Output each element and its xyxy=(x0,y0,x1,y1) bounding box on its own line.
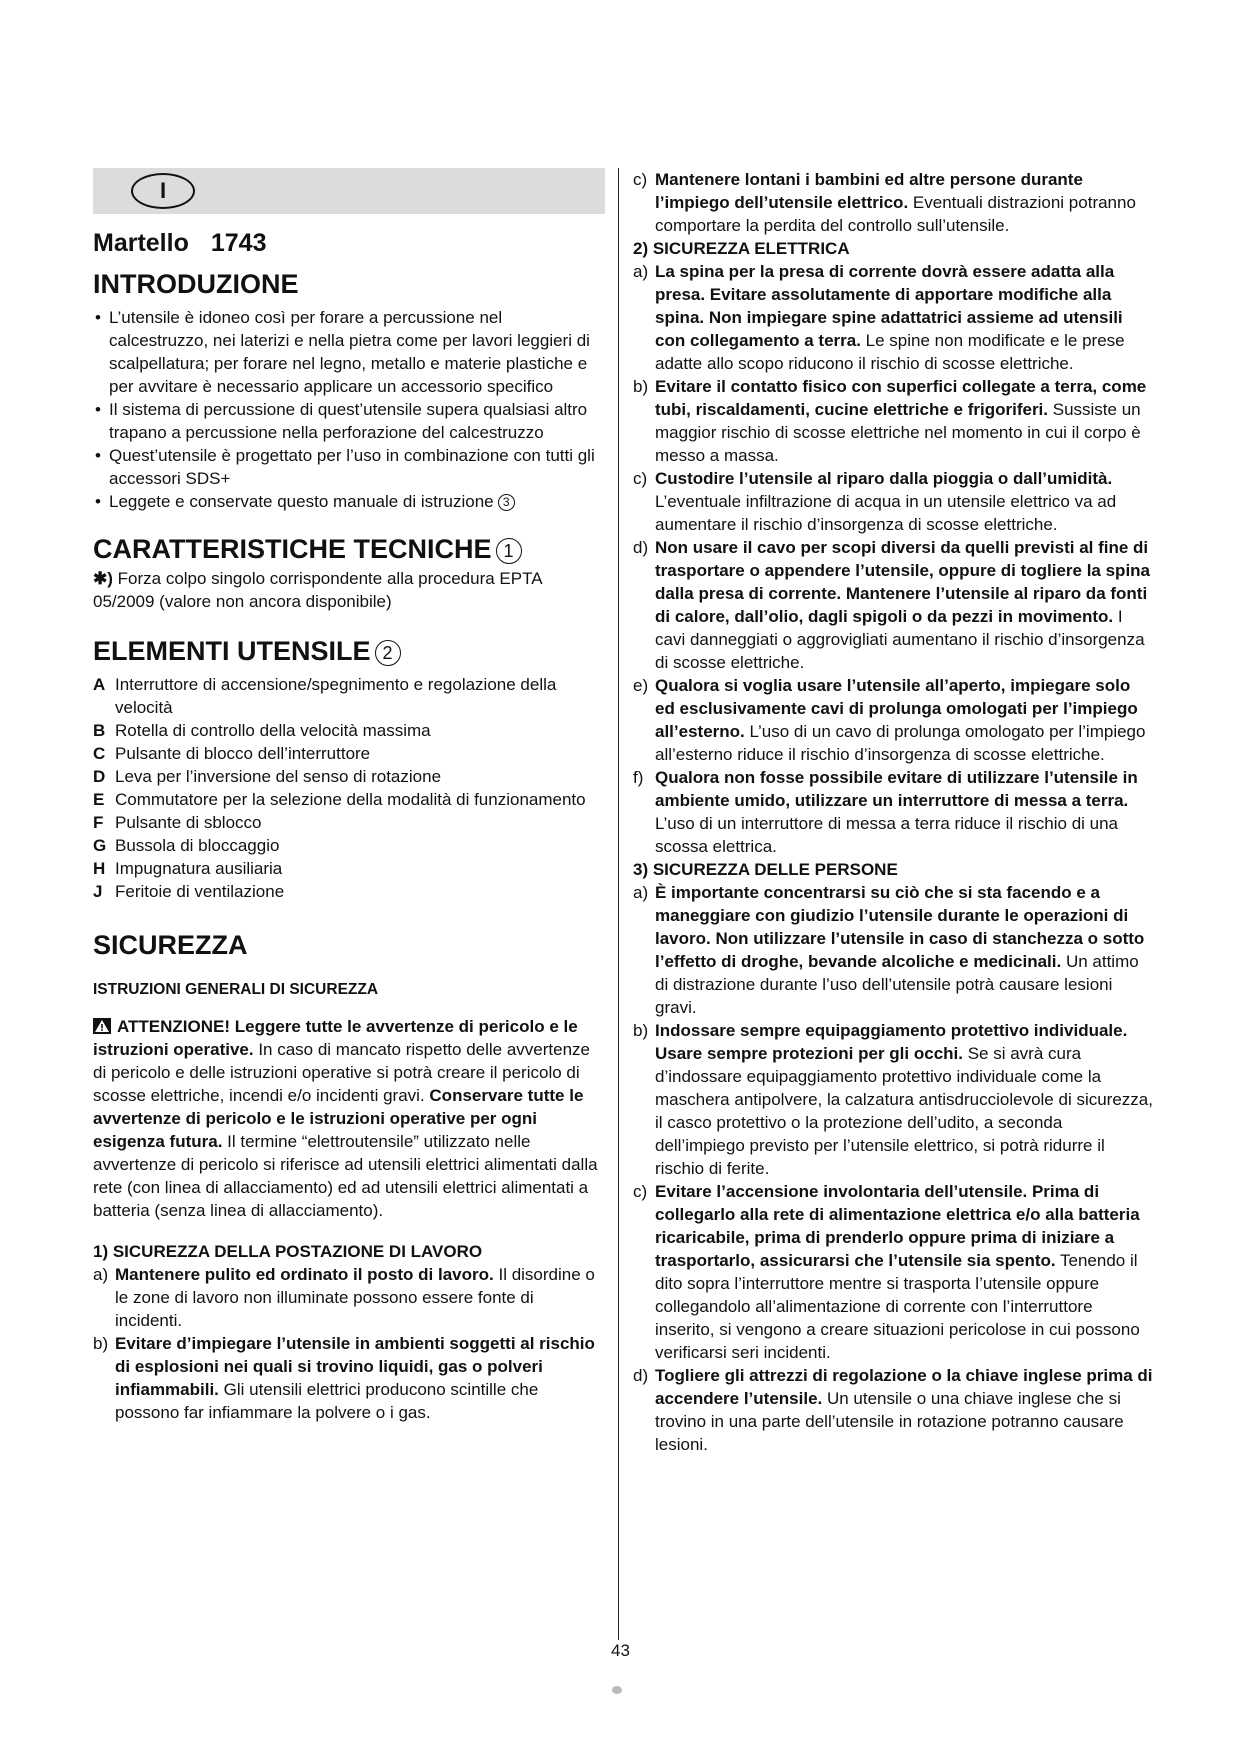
warning-bold-2: Conservare tutte le avvertenze di pericolo e le istruzioni operative per ogni esigenza futura. xyxy=(93,1086,584,1151)
item-text xyxy=(655,467,1153,536)
item-detail: Sussiste un maggior rischio di scosse elettriche nel momento in cui il corpo è messo a massa. xyxy=(655,400,1141,465)
part-key: B xyxy=(93,721,106,740)
intro-bullet-text: Leggete e conservate questo manuale di istruzione xyxy=(109,492,494,511)
general-warning xyxy=(93,1015,605,1222)
item-detail: Un utensile o una chiave inglese che si trovino in una parte dell’utensile in rotazione potranno causare lesioni. xyxy=(655,1389,1124,1454)
safety-item xyxy=(93,1332,605,1424)
figure-ref-3: 3 xyxy=(498,494,515,511)
item-detail: L’eventuale infiltrazione di acqua in un utensile elettrico va ad aumentare il rischio d’insorgenza di scosse elettriche. xyxy=(655,492,1117,534)
page-number: 43 xyxy=(611,1641,630,1660)
section-3-items xyxy=(633,881,1153,1456)
item-marker: a) xyxy=(633,883,649,902)
item-detail: Le spine non modificate e le prese adatte allo scopo riducono il rischio di scosse elettriche. xyxy=(655,331,1125,373)
column-divider xyxy=(618,168,619,1640)
specs-note xyxy=(93,567,605,613)
warning-text-1: In caso di mancato rispetto delle avvertenze di pericolo e delle istruzioni operative si potrà creare il pericolo di scosse elettriche, incendi e/o incidenti gravi. xyxy=(93,1040,590,1105)
section-2-items xyxy=(633,260,1153,858)
part-label: Interruttore di accensione/spegnimento e regolazione della velocità xyxy=(115,675,557,717)
item-text xyxy=(655,1180,1153,1364)
item-text xyxy=(655,536,1153,674)
intro-bullet: • L’utensile è idoneo così per forare a percussione nel calcestruzzo, nei laterizi e nella pietra come per lavori leggieri di scalpellatura; per forare nel legno, metallo e materie plastiche e per avvitare è necessario applicare un accessorio specifico xyxy=(93,306,605,398)
item-detail: I cavi danneggiati o aggrovigliati aumentano il rischio d’insorgenza di scosse elettriche. xyxy=(655,607,1145,672)
item-bold: Mantenere lontani i bambini ed altre persone durante l’impiego dell’utensile elettrico. xyxy=(655,170,1083,212)
safety-item xyxy=(633,881,1153,1019)
part-item xyxy=(93,880,605,903)
part-label: Feritoie di ventilazione xyxy=(115,882,285,901)
figure-ref-2: 2 xyxy=(375,640,401,666)
part-label: Rotella di controllo della velocità massima xyxy=(115,721,431,740)
part-label: Pulsante di blocco dell’interruttore xyxy=(115,744,371,763)
safety-item xyxy=(633,766,1153,858)
item-marker: d) xyxy=(633,538,649,557)
item-bold: Evitare l’accensione involontaria dell’utensile. Prima di collegarlo alla rete di alimentazione elettrica e/o alla batteria ricaricabile, prima di prenderlo oppure prima di iniziare a trasportarlo, assicurarsi che l’utensile sia spento. xyxy=(655,1182,1140,1270)
safety-item xyxy=(93,1263,605,1332)
item-text xyxy=(115,1332,605,1424)
part-item xyxy=(93,742,605,765)
scan-speck xyxy=(612,1686,622,1694)
safety-item xyxy=(633,536,1153,674)
part-label: Leva per l’inversione del senso di rotazione xyxy=(115,767,442,786)
specs-heading-text: CARATTERISTICHE TECNICHE xyxy=(93,534,492,564)
product-title xyxy=(93,226,605,260)
part-label: Pulsante di sblocco xyxy=(115,813,262,832)
item-text xyxy=(655,1364,1153,1456)
item-bold: Qualora non fosse possibile evitare di utilizzare l’utensile in ambiente umido, utilizzare un interruttore di messa a terra. xyxy=(655,768,1138,810)
section-1-items xyxy=(93,1263,605,1424)
product-model: 1743 xyxy=(210,229,267,257)
figure-ref-1: 1 xyxy=(496,538,522,564)
part-label: Bussola di bloccaggio xyxy=(115,836,280,855)
safety-item xyxy=(633,467,1153,536)
item-bold: Evitare d’impiegare l’utensile in ambienti soggetti al rischio di esplosioni nei quali si trovino liquidi, gas o polveri infiammabili. xyxy=(115,1334,595,1399)
part-item xyxy=(93,834,605,857)
product-name: Martello xyxy=(93,229,189,257)
section-1-title: 1) SICUREZZA DELLA POSTAZIONE DI LAVORO xyxy=(93,1242,483,1261)
section-1-items-continued xyxy=(633,168,1153,237)
warning-icon xyxy=(93,1018,111,1034)
item-detail: Un attimo di distrazione durante l’uso dell’utensile potrà causare lesioni gravi. xyxy=(655,952,1139,1017)
item-marker: c) xyxy=(633,1182,648,1201)
item-marker: c) xyxy=(633,170,648,189)
intro-heading: INTRODUZIONE xyxy=(93,269,299,299)
item-text xyxy=(655,168,1153,237)
star-marker: ✱) xyxy=(93,569,113,588)
parts-list xyxy=(93,673,605,903)
intro-bullet xyxy=(93,490,605,513)
safety-item xyxy=(633,260,1153,375)
part-key: D xyxy=(93,767,106,786)
part-item xyxy=(93,673,605,719)
safety-heading: SICUREZZA xyxy=(93,930,248,960)
specs-note-text: Forza colpo singolo corrispondente alla procedura EPTA 05/2009 (valore non ancora disponibile) xyxy=(93,569,542,611)
item-detail: L’uso di un cavo di prolunga omologato per l’impiego all’esterno riduce il rischio d’insorgenza di scosse elettriche. xyxy=(655,722,1146,764)
item-marker: f) xyxy=(633,768,644,787)
part-key: F xyxy=(93,813,104,832)
item-text xyxy=(655,375,1153,467)
intro-list xyxy=(93,306,605,513)
item-bold: Qualora si voglia usare l’utensile all’aperto, impiegare solo ed esclusivamente cavi di prolunga omologati per l’impiego all’esterno. xyxy=(655,676,1138,741)
section-3-title: 3) SICUREZZA DELLE PERSONE xyxy=(633,860,898,879)
item-text xyxy=(655,766,1153,858)
specs-heading xyxy=(93,531,605,567)
item-text xyxy=(655,260,1153,375)
safety-item xyxy=(633,1019,1153,1180)
item-detail: L’uso di un interruttore di messa a terra riduce il rischio di una scossa elettrica. xyxy=(655,814,1119,856)
safety-item xyxy=(633,168,1153,237)
item-bold: Non usare il cavo per scopi diversi da quelli previsti al fine di trasportare o appendere l’utensile, oppure di togliere la spina dalla presa di corrente. Mantenere l’utensile al riparo da fonti di calore, dall’olio, dagli spigoli o da pezzi in movimento. xyxy=(655,538,1151,626)
item-marker: b) xyxy=(633,1021,649,1040)
part-key: J xyxy=(93,882,103,901)
item-marker: e) xyxy=(633,676,649,695)
part-key: H xyxy=(93,859,106,878)
part-label: Impugnatura ausiliaria xyxy=(115,859,283,878)
safety-subheading: ISTRUZIONI GENERALI DI SICUREZZA xyxy=(93,981,379,998)
part-label: Commutatore per la selezione della modalità di funzionamento xyxy=(115,790,586,809)
item-marker: b) xyxy=(633,377,649,396)
intro-bullet: • Il sistema di percussione di quest’utensile supera qualsiasi altro trapano a percussione nella perforazione del calcestruzzo xyxy=(93,398,605,444)
language-bar xyxy=(93,168,605,214)
elements-heading xyxy=(93,633,605,669)
item-marker: a) xyxy=(93,1265,109,1284)
item-text xyxy=(655,881,1153,1019)
item-bold: Indossare sempre equipaggiamento protettivo individuale. Usare sempre protezioni per gli occhi. xyxy=(655,1021,1128,1063)
item-detail: Tenendo il dito sopra l’interruttore mentre si trasporta l’utensile oppure collegandolo all’alimentazione di corrente con l’interruttore inserito, si vengono a creare situazioni pericolose in cui possono verificarsi seri incidenti. xyxy=(655,1251,1140,1362)
safety-item xyxy=(633,1364,1153,1456)
item-text xyxy=(115,1263,605,1332)
item-marker: d) xyxy=(633,1366,649,1385)
item-marker: c) xyxy=(633,469,648,488)
warning-bold-1: ATTENZIONE! Leggere tutte le avvertenze di pericolo e le istruzioni operative. xyxy=(93,1017,578,1059)
section-2-title: 2) SICUREZZA ELETTRICA xyxy=(633,239,850,258)
item-bold: Evitare il contatto fisico con superfici collegate a terra, come tubi, riscaldamenti, cucine elettriche e frigoriferi. xyxy=(655,377,1147,419)
item-detail: Se si avrà cura d’indossare equipaggiamento protettivo individuale come la maschera antipolvere, la calzatura antisdrucciolevole di sicurezza, il casco protettivo o la protezione dell’udito, a seconda dell’impiego previsto per l’utensile elettrico, si potrà ridurre il rischio di ferite. xyxy=(655,1044,1153,1178)
part-item xyxy=(93,811,605,834)
item-text xyxy=(655,674,1153,766)
item-bold: La spina per la presa di corrente dovrà essere adatta alla presa. Evitare assolutamente di apportare modifiche alla spina. Non impiegare spine adattatrici assieme ad utensili con collegamento a terra. xyxy=(655,262,1123,350)
item-bold: Custodire l’utensile al riparo dalla pioggia o dall’umidità. xyxy=(655,469,1113,488)
part-item xyxy=(93,788,605,811)
left-column xyxy=(93,168,605,1424)
item-detail: Eventuali distrazioni potranno comportare la perdita del controllo sull’utensile. xyxy=(655,193,1136,235)
item-text xyxy=(655,1019,1153,1180)
safety-item xyxy=(633,375,1153,467)
part-item xyxy=(93,765,605,788)
part-item xyxy=(93,719,605,742)
part-key: A xyxy=(93,675,106,694)
elements-heading-text: ELEMENTI UTENSILE xyxy=(93,636,371,666)
part-key: E xyxy=(93,790,105,809)
item-marker: a) xyxy=(633,262,649,281)
item-bold: Togliere gli attrezzi di regolazione o la chiave inglese prima di accendere l’utensile. xyxy=(655,1366,1153,1408)
item-bold: È importante concentrarsi su ciò che si sta facendo e a maneggiare con giudizio l’utensile durante le operazioni di lavoro. Non utilizzare l’utensile in caso di stanchezza o sotto l’effetto di droghe, bevande alcoliche e medicinali. xyxy=(655,883,1145,971)
safety-item xyxy=(633,674,1153,766)
part-key: G xyxy=(93,836,107,855)
part-item xyxy=(93,857,605,880)
item-marker: b) xyxy=(93,1334,109,1353)
right-column xyxy=(633,168,1153,1456)
language-badge: I xyxy=(131,173,195,209)
item-bold: Mantenere pulito ed ordinato il posto di lavoro. xyxy=(115,1265,494,1284)
item-detail: Il disordine o le zone di lavoro non illuminate possono essere fonte di incidenti. xyxy=(115,1265,595,1330)
intro-bullet: • Quest’utensile è progettato per l’uso in combinazione con tutti gli accessori SDS+ xyxy=(93,444,605,490)
warning-text-2: Il termine “elettroutensile” utilizzato nelle avvertenze di pericolo si riferisce ad utensili elettrici alimentati dalla rete (con linea di allacciamento) ed ad utensili elettrici alimentati a batteria (senza linea di allacciamento). xyxy=(93,1132,598,1220)
item-detail: Gli utensili elettrici producono scintille che possono far infiammare la polvere o i gas. xyxy=(115,1380,539,1422)
part-key: C xyxy=(93,744,106,763)
safety-item xyxy=(633,1180,1153,1364)
